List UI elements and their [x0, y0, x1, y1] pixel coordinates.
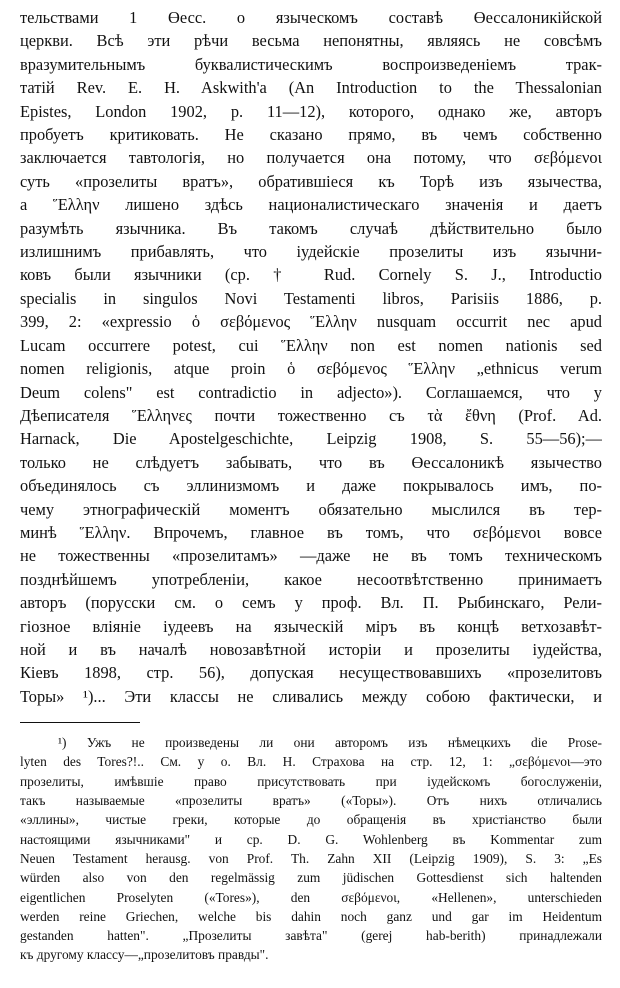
text-line: татій Rev. E. H. Askwith'a (An Introduction to the Thessalonian [20, 78, 602, 98]
footnote-line: werden reine Griechen, welche bis dahin noch ganz und gar im Heidentum [20, 908, 602, 924]
footnote-line: würden also von den regelmässig zum jüdischen Gottesdienst sich haltenden [20, 870, 602, 886]
text-line: суть «прозелиты вратъ», обратившіеся къ Торѣ изъ язычества, [20, 171, 602, 191]
text-line: гіозное вліяніе іудеевъ на языческій міръ въ концѣ ветхозавѣт- [20, 616, 602, 636]
footnote-line: eigentlichen Proselyten («Tores»), den σεβόμενοι, «Hellenen», unterschieden [20, 889, 602, 905]
text-line: ковъ были язычники (ср. † Rud. Cornely S. J., Introductio [20, 265, 602, 285]
text-line: заключается тавтологія, но получается она потому, что σεβόμενοι [20, 148, 602, 168]
text-line: пробуетъ критиковать. Не сказано прямо, въ чемъ собственно [20, 125, 602, 145]
footnote-line: настоящими язычниками" и ср. D. G. Wohlenberg въ Kommentar zum [20, 831, 602, 847]
footnote-line: ¹) Ужъ не произведены ли они авторомъ изъ нѣмецкихъ die Prose- [58, 735, 602, 751]
text-line: объединялось съ эллинизмомъ и даже покрывалось имъ, по- [20, 476, 602, 496]
text-line: позднѣйшемъ употребленіи, какое несоотвѣтственно принимаетъ [20, 569, 602, 589]
footnote-line: такъ называемые «прозелиты вратъ» («Торы»). Отъ нихъ отличались [20, 793, 602, 809]
footnote-line: lyten des Tores?!.. См. у о. Вл. Н. Страхова на стр. 12, 1: „σεβόμενοι—это [20, 754, 602, 770]
text-line: specialis in singulos Novi Testamenti libros, Parisiis 1886, p. [20, 288, 602, 308]
footnote [20, 733, 602, 965]
text-line: Lucam occurrere potest, cui Ἕλλην non est nomen nationis sed [20, 335, 602, 355]
footnote-line: «эллины», чистые греки, которые до обращенія въ христіанство были [20, 812, 602, 828]
text-line: разумѣть язычника. Въ такомъ случаѣ дѣйствительно было [20, 218, 602, 238]
text-line: Кіевъ 1898, стр. 56), допуская несуществовавшихъ «прозелитовъ [20, 663, 602, 683]
main-text [20, 6, 602, 708]
text-line: Deum colens" est contradictio in adjecto»). Соглашаемся, что у [20, 382, 602, 402]
text-line: ной и въ началѣ новозавѣтной исторіи и прозелиты іудейства, [20, 639, 602, 659]
text-line: только не слѣдуетъ забывать, что въ Өессалоникѣ язычество [20, 452, 602, 472]
text-line: Дѣеписателя Ἕλληνες почти тожественно съ τὰ ἔθνη (Prof. Ad. [20, 405, 602, 425]
footnote-line: gestanden hatten". „Прозелиты завѣта" (gerej hab-berith) принадлежали [20, 928, 602, 944]
text-line: вразумительнымъ буквалистическимъ воспроизведеніемъ трак- [20, 54, 602, 74]
text-line: а Ἕλλην лишено здѣсь националистическаго значенія и даетъ [20, 195, 602, 215]
footnote-divider [20, 722, 140, 723]
text-line: авторъ (порусски см. о семъ у проф. Вл. П. Рыбинскаго, Рели- [20, 593, 602, 613]
text-line: минѣ Ἕλλην. Впрочемъ, главное въ томъ, что σεβόμενοι вовсе [20, 522, 602, 542]
text-line: излишнимъ прибавлять, что іудейскіе прозелиты изъ язычни- [20, 242, 602, 262]
footnote-line: прозелиты, имѣвшіе право присутствовать при іудейскомъ богослуженіи, [20, 773, 602, 789]
footnote-line: къ другому классу—„прозелитовъ правды". [20, 947, 269, 963]
text-line: nomen religionis, atque proin ὁ σεβόμενος Ἕλλην „ethnicus verum [20, 359, 602, 379]
text-line: тельствами 1 Өесс. о языческомъ составѣ Өессалоникійской [20, 8, 602, 27]
text-line: не тожественны «прозелитамъ» —даже не въ томъ техническомъ [20, 546, 602, 566]
text-line: Harnack, Die Apostelgeschichte, Leipzig 1908, S. 55—56);— [20, 429, 602, 449]
text-line: Epistes, London 1902, p. 11—12), которого, однако же, авторъ [20, 101, 602, 121]
footnote-line: Neuen Testament herausg. von Prof. Th. Zahn XII (Leipzig 1909), S. 3: „Es [20, 850, 602, 866]
text-line: церкви. Всѣ эти рѣчи весьма непонятны, являясь не совсѣмъ [20, 31, 602, 51]
text-line: чему этнографическій моментъ обязательно мыслился въ тер- [20, 499, 602, 519]
text-line: Торы» ¹)... Эти классы не сливались между собою фактически, и [20, 686, 602, 706]
text-line: 399, 2: «expressio ὁ σεβόμενος Ἕλλην nusquam occurrit nec apud [20, 312, 602, 332]
